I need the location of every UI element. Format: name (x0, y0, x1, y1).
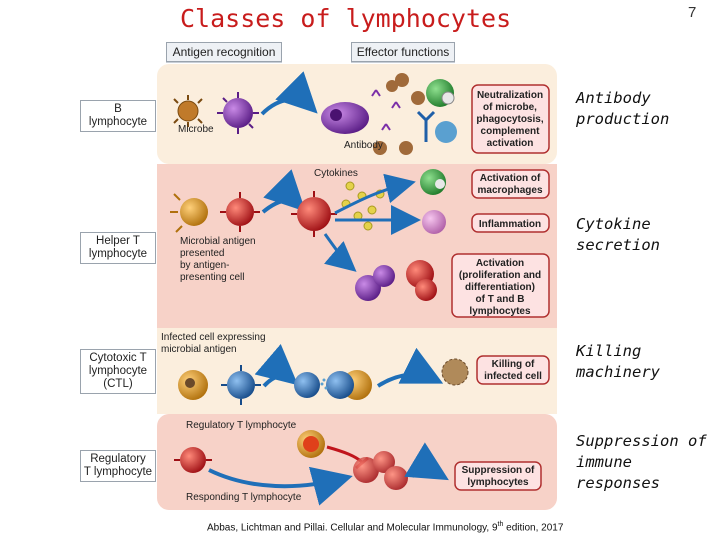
svg-text:of T and B: of T and B (475, 294, 525, 305)
ctl-killing-pair (294, 370, 372, 400)
svg-text:Inflammation: Inflammation (478, 219, 542, 230)
svg-text:phagocytosis,: phagocytosis, (476, 114, 544, 125)
citation: Abbas, Lichtman and Pillai. Cellular and Molecular Immunology, 9th edition, 2017 (207, 521, 564, 534)
infected-target-cell (178, 370, 208, 400)
row-label-regulatory-t: Regulatory T lymphocyte (80, 450, 156, 482)
svg-text:macrophages: macrophages (477, 185, 543, 196)
row-label-b-lymphocyte: B lymphocyte (80, 100, 156, 132)
svg-text:of microbe,: of microbe, (483, 102, 537, 113)
svg-text:presenting cell: presenting cell (180, 272, 245, 283)
inflammatory-cell (422, 210, 446, 234)
svg-text:presented: presented (180, 248, 225, 259)
label-responding-t: Responding T lymphocyte (186, 492, 302, 503)
macrophage-cell (420, 169, 446, 195)
svg-text:Activation of: Activation of (479, 173, 541, 184)
svg-text:Killing of: Killing of (491, 359, 535, 370)
svg-text:lymphocytes: lymphocytes (467, 477, 529, 488)
svg-text:complement: complement (480, 126, 540, 137)
effect-box-activation (452, 254, 549, 317)
label-regulatory-t: Regulatory T lymphocyte (186, 420, 297, 431)
svg-text:differentiation): differentiation) (465, 282, 535, 293)
svg-text:microbial antigen: microbial antigen (161, 344, 237, 355)
phagocyte-cell (426, 79, 454, 107)
svg-text:activation: activation (486, 138, 534, 149)
row-label-cytotoxic-t: Cytotoxic T lymphocyte (CTL) (80, 349, 156, 394)
effect-box-killing (477, 356, 549, 384)
dying-infected-cell (442, 359, 468, 385)
header-antigen-recognition: Antigen recognition (166, 42, 282, 62)
effect-box-suppression (455, 462, 541, 490)
plasma-cell (321, 102, 369, 134)
svg-text:by antigen-: by antigen- (180, 260, 230, 271)
row-label-helper-t: Helper T lymphocyte (80, 232, 156, 264)
label-antibody: Antibody (344, 140, 383, 151)
regulatory-t-cell (297, 430, 325, 458)
svg-text:(proliferation and: (proliferation and (458, 270, 542, 281)
annotation-killing-machinery: Killing machinery (576, 342, 660, 381)
label-cytokines: Cytokines (314, 168, 358, 179)
svg-text:Microbial antigen: Microbial antigen (180, 236, 256, 247)
annotation-cytokine-secretion: Cytokine secretion (576, 215, 660, 254)
effect-box-neutralization (472, 85, 549, 153)
svg-text:infected cell: infected cell (484, 371, 542, 382)
slide-title: Classes of lymphocytes (180, 4, 512, 33)
svg-text:Neutralization: Neutralization (476, 90, 544, 101)
annotation-suppression: Suppression of immune responses (576, 432, 707, 492)
effect-box-macrophages (472, 170, 549, 198)
header-effector-functions: Effector functions (351, 42, 455, 62)
svg-text:lymphocytes: lymphocytes (469, 306, 531, 317)
svg-text:Infected cell expressing: Infected cell expressing (161, 332, 266, 343)
label-microbe: Microbe (178, 124, 214, 135)
effect-box-inflammation (472, 214, 549, 232)
svg-text:Activation: Activation (475, 258, 525, 269)
page-number: 7 (688, 4, 697, 21)
svg-text:Suppression of: Suppression of (461, 465, 535, 476)
annotation-antibody-production: Antibody production (576, 89, 670, 128)
